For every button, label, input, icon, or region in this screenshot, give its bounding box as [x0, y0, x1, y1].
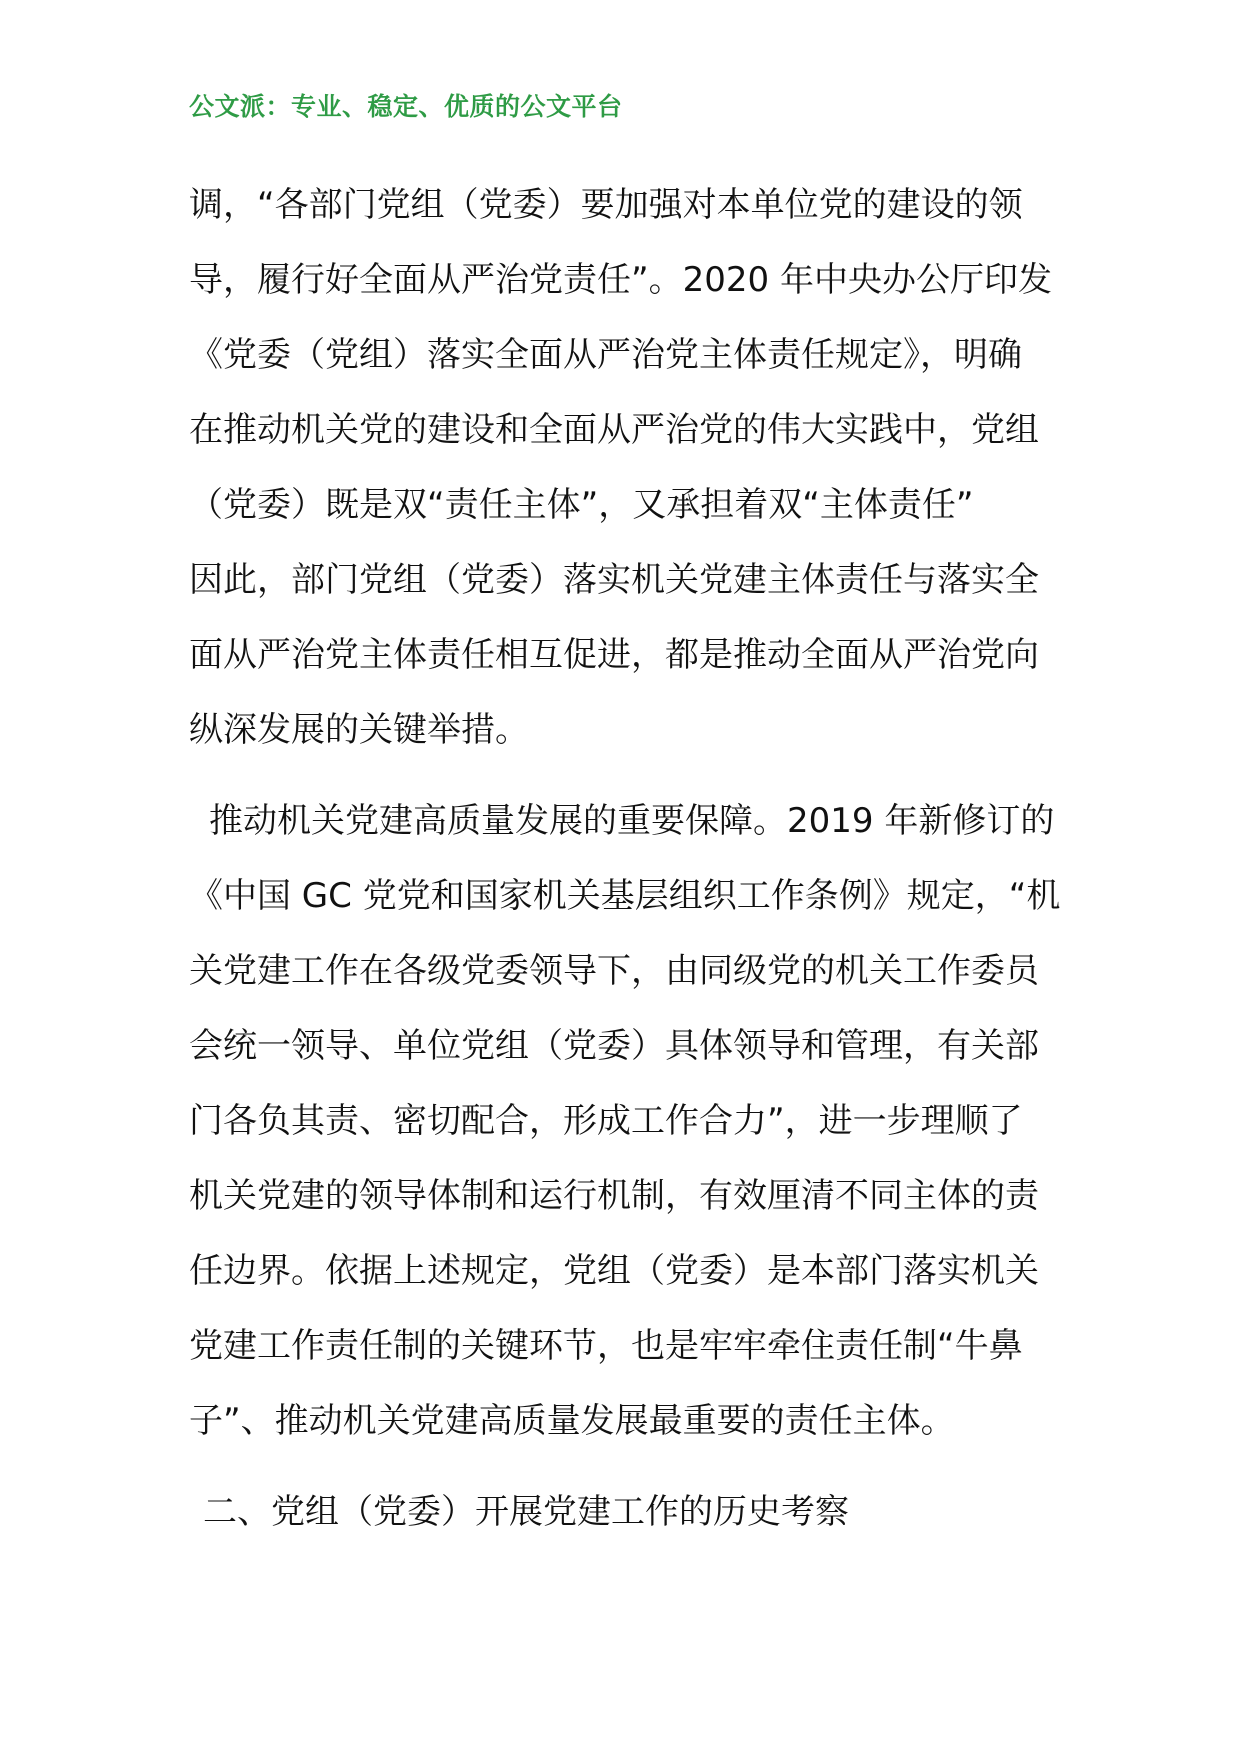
document-body	[189, 168, 1069, 1550]
paragraph-spacer	[189, 1459, 1069, 1475]
text-line: 任边界。依据上述规定，党组（党委）是本部门落实机关	[189, 1251, 1039, 1291]
text-line: 关党建工作在各级党委领导下，由同级党的机关工作委员	[189, 951, 1039, 991]
text-line: 导，履行好全面从严治党责任”。2020 年中央办公厅印发	[189, 260, 1052, 300]
paragraph-spacer	[189, 768, 1069, 784]
text-line: 纵深发展的关键举措。	[189, 710, 529, 750]
platform-header: 公文派：专业、稳定、优质的公文平台	[189, 92, 623, 121]
text-line: 机关党建的领导体制和运行机制，有效厘清不同主体的责	[189, 1176, 1039, 1216]
text-line: 调，“各部门党组（党委）要加强对本单位党的建设的领	[189, 185, 1023, 225]
paragraph-responsibility	[189, 168, 1069, 768]
section-heading: 二、党组（党委）开展党建工作的历史考察	[203, 1492, 849, 1532]
text-line: 党建工作责任制的关键环节，也是牢牢牵住责任制“牛鼻	[189, 1326, 1023, 1366]
text-line: 在推动机关党的建设和全面从严治党的伟大实践中，党组	[189, 410, 1039, 450]
paragraph-guarantee	[189, 784, 1069, 1459]
text-line: 《中国 GC 党党和国家机关基层组织工作条例》规定，“机	[189, 876, 1061, 916]
text-line: 推动机关党建高质量发展的重要保障。2019 年新修订的	[209, 801, 1055, 841]
text-line: 门各负其责、密切配合，形成工作合力”，进一步理顺了	[189, 1101, 1023, 1141]
text-line: （党委）既是双“责任主体”，又承担着双“主体责任”	[189, 485, 974, 525]
text-line: 子”、推动机关党建高质量发展最重要的责任主体。	[189, 1401, 955, 1441]
text-line: 因此，部门党组（党委）落实机关党建主体责任与落实全	[189, 560, 1039, 600]
text-line: 《党委（党组）落实全面从严治党主体责任规定》，明确	[189, 335, 1022, 375]
text-line: 面从严治党主体责任相互促进，都是推动全面从严治党向	[189, 635, 1039, 675]
text-line: 会统一领导、单位党组（党委）具体领导和管理，有关部	[189, 1026, 1039, 1066]
section-heading-block	[189, 1475, 1069, 1550]
